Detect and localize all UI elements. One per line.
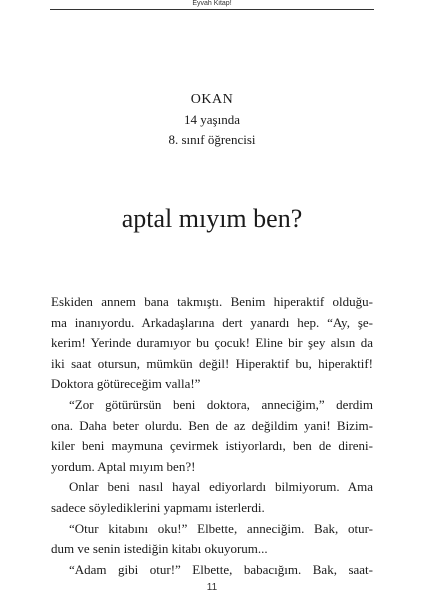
chapter-heading-block [0, 90, 424, 150]
text-line: Onlar beni nasıl hayal ediyorlardı bilmiyorum. Ama [69, 479, 373, 495]
text-line: kerim! Yerinde duramıyor bu çocuk! Eline bir şey alsın da [51, 335, 373, 351]
character-grade: 8. sınıf öğrencisi [168, 132, 256, 147]
page-number: 11 [206, 582, 218, 593]
text-line: iki saat otursun, mümkün değil! Hiperaktif bu, hiperaktif! [51, 355, 373, 371]
body-text [51, 292, 373, 580]
running-head: Eyvah Kitap! [50, 0, 374, 10]
text-line: ona. Daha beter olurdu. Ben de az değildim yani! Bizim- [51, 417, 373, 433]
chapter-title: aptal mıyım ben? [121, 204, 303, 233]
text-line: kiler beni maymuna çevirmek istiyorlardı, ben de direni- [51, 438, 373, 454]
text-line: Doktora götüreceğim valla!” [51, 376, 201, 392]
text-line: “Zor götürürsün beni doktora, anneciğim,” derdim [69, 396, 373, 412]
text-line: yordum. Aptal mıyım ben?! [51, 458, 196, 474]
text-line: “Otur kitabını oku!” Elbette, anneciğim. Bak, otur- [69, 520, 373, 536]
text-line: sadece söylediklerini yapmamı isterlerdi. [51, 499, 265, 515]
text-line: ma inanıyordu. Arkadaşlarına dert yanardı hep. “Ay, şe- [51, 314, 373, 330]
text-line: Eskiden annem bana takmıştı. Benim hiperaktif olduğu- [51, 294, 373, 309]
text-line: dum ve senin istediğin kitabı okuyorum... [51, 541, 268, 557]
character-age: 14 yaşında [184, 112, 240, 127]
character-name: OKAN [190, 92, 234, 107]
text-line: “Adam gibi otur!” Elbette, babacığım. Bak, saat- [69, 561, 373, 577]
